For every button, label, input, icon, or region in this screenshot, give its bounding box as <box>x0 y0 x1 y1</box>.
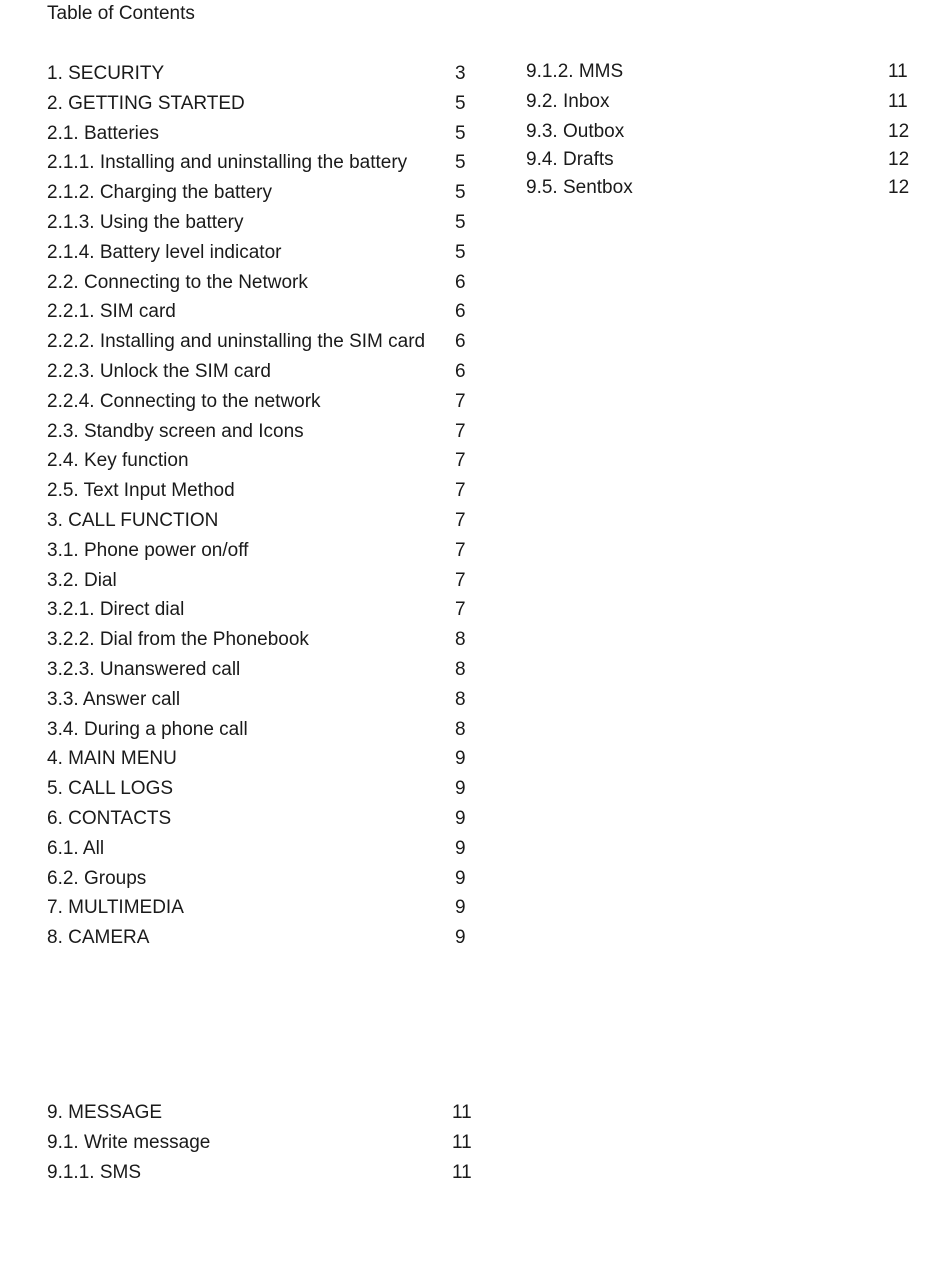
toc-entry-page: 7 <box>455 569 466 591</box>
toc-entry[interactable] <box>47 480 477 510</box>
toc-entry-page: 9 <box>455 748 466 770</box>
toc-entry[interactable] <box>47 599 477 629</box>
toc-entry-label: 2.2.2. Installing and uninstalling the SIM card <box>47 331 426 353</box>
toc-entry-label: 2.1.1. Installing and uninstalling the battery <box>47 152 408 174</box>
toc-entry-page: 11 <box>452 1131 472 1153</box>
toc-entry-label: 6.1. All <box>47 837 105 859</box>
toc-entry[interactable] <box>47 868 477 898</box>
toc-entry-label: 2.4. Key function <box>47 450 189 472</box>
toc-entry[interactable] <box>47 897 477 927</box>
toc-entry-page: 9 <box>455 837 466 859</box>
toc-entry-label: 2.1.4. Battery level indicator <box>47 241 282 263</box>
toc-column-left-bottom <box>47 1102 477 1191</box>
toc-entry-page: 8 <box>455 718 466 740</box>
toc-entry-page: 8 <box>455 629 466 651</box>
toc-entry-page: 12 <box>888 176 910 198</box>
toc-entry-label: 9. MESSAGE <box>47 1102 163 1123</box>
toc-entry[interactable] <box>526 121 916 150</box>
toc-entry-page: 12 <box>888 149 910 171</box>
toc-entry-page: 6 <box>455 331 466 353</box>
toc-entry-label: 3.2.1. Direct dial <box>47 599 185 621</box>
toc-entry-label: 3.4. During a phone call <box>47 718 248 740</box>
toc-entry-label: 2.2. Connecting to the Network <box>47 271 308 293</box>
toc-entry[interactable] <box>47 570 477 600</box>
toc-entry[interactable] <box>47 1132 477 1162</box>
toc-entry[interactable] <box>47 272 477 302</box>
toc-entry-page: 6 <box>455 271 466 293</box>
toc-entry-label: 9.3. Outbox <box>526 120 625 142</box>
toc-entry[interactable] <box>47 450 477 480</box>
toc-entry-page: 7 <box>455 420 466 442</box>
toc-entry-label: 3.1. Phone power on/off <box>47 539 249 561</box>
toc-entry-page: 9 <box>455 897 466 919</box>
toc-entry-label: 9.1.1. SMS <box>47 1161 141 1183</box>
toc-entry-label: 3.2.3. Unanswered call <box>47 658 241 680</box>
toc-entry-page: 7 <box>455 390 466 412</box>
toc-entry-page: 9 <box>455 867 466 889</box>
toc-entry-label: 9.1.2. MMS <box>526 61 624 82</box>
toc-entry[interactable] <box>47 748 477 778</box>
toc-entry[interactable] <box>47 361 477 391</box>
toc-entry[interactable] <box>47 838 477 868</box>
toc-entry-label: 5. CALL LOGS <box>47 778 174 800</box>
toc-entry[interactable] <box>47 421 477 451</box>
toc-entry-page: 5 <box>455 241 466 263</box>
toc-entry-label: 2.2.3. Unlock the SIM card <box>47 360 271 382</box>
toc-entry[interactable] <box>47 689 477 719</box>
toc-entry-page: 6 <box>455 301 466 323</box>
toc-entry-page: 5 <box>455 122 466 144</box>
toc-column-right <box>526 61 916 206</box>
toc-entry[interactable] <box>47 123 477 153</box>
toc-entry[interactable] <box>47 242 477 272</box>
toc-entry-page: 3 <box>455 63 466 84</box>
toc-entry-page: 9 <box>455 807 466 829</box>
toc-entry[interactable] <box>47 331 477 361</box>
toc-column-left-top <box>47 63 477 957</box>
toc-entry[interactable] <box>47 212 477 242</box>
toc-entry[interactable] <box>526 177 916 207</box>
toc-entry[interactable] <box>526 149 916 177</box>
toc-entry-page: 5 <box>455 152 466 174</box>
toc-entry[interactable] <box>47 510 477 540</box>
toc-entry-label: 1. SECURITY <box>47 63 165 84</box>
toc-entry-label: 9.5. Sentbox <box>526 176 633 198</box>
toc-entry[interactable] <box>526 91 916 121</box>
toc-entry-label: 3.2.2. Dial from the Phonebook <box>47 629 309 651</box>
toc-entry-label: 3. CALL FUNCTION <box>47 509 219 531</box>
toc-entry[interactable] <box>47 927 477 957</box>
toc-entry-label: 2.2.4. Connecting to the network <box>47 390 321 412</box>
toc-entry-label: 6. CONTACTS <box>47 807 172 829</box>
toc-entry-label: 2.1.2. Charging the battery <box>47 182 272 204</box>
toc-entry[interactable] <box>47 63 477 93</box>
toc-entry-page: 8 <box>455 658 466 680</box>
toc-entry-label: 9.2. Inbox <box>526 90 610 112</box>
toc-entry-page: 7 <box>455 480 466 502</box>
toc-entry-page: 5 <box>455 211 466 233</box>
toc-entry[interactable] <box>47 659 477 689</box>
toc-entry-label: 2.1.3. Using the battery <box>47 211 244 233</box>
toc-entry-label: 3.3. Answer call <box>47 688 181 710</box>
toc-entry-label: 2.5. Text Input Method <box>47 480 235 502</box>
toc-entry[interactable] <box>47 152 477 182</box>
toc-entry-page: 7 <box>455 539 466 561</box>
toc-entry-page: 7 <box>455 509 466 531</box>
toc-entry-label: 6.2. Groups <box>47 867 147 889</box>
toc-entry-label: 4. MAIN MENU <box>47 748 177 770</box>
toc-entry-label: 9.4. Drafts <box>526 149 614 171</box>
toc-entry-label: 8. CAMERA <box>47 927 150 949</box>
toc-entry-page: 11 <box>452 1161 472 1183</box>
toc-entry-page: 7 <box>455 450 466 472</box>
toc-entry-label: 3.2. Dial <box>47 569 117 591</box>
toc-entry[interactable] <box>47 808 477 838</box>
toc-entry-page: 11 <box>452 1102 472 1123</box>
toc-entry-page: 11 <box>888 61 908 82</box>
toc-entry[interactable] <box>47 182 477 212</box>
toc-entry-page: 9 <box>455 927 466 949</box>
toc-entry[interactable] <box>47 778 477 808</box>
toc-entry-label: 2.3. Standby screen and Icons <box>47 420 304 442</box>
toc-entry-page: 8 <box>455 688 466 710</box>
page-title: Table of Contents <box>47 3 195 24</box>
toc-entry-label: 2.1. Batteries <box>47 122 159 144</box>
toc-entry[interactable] <box>47 629 477 659</box>
toc-entry-label: 2.2.1. SIM card <box>47 301 176 323</box>
toc-entry-page: 5 <box>455 182 466 204</box>
toc-entry-page: 12 <box>888 120 910 142</box>
toc-entry-page: 6 <box>455 360 466 382</box>
toc-entry[interactable] <box>47 719 477 749</box>
toc-entry-page: 9 <box>455 778 466 800</box>
toc-entry-label: 9.1. Write message <box>47 1131 211 1153</box>
toc-entry-label: 7. MULTIMEDIA <box>47 897 184 919</box>
toc-entry-page: 5 <box>455 92 466 114</box>
toc-entry[interactable] <box>47 93 477 123</box>
toc-entry[interactable] <box>47 1102 477 1132</box>
toc-entry[interactable] <box>47 540 477 570</box>
toc-entry[interactable] <box>47 1162 477 1192</box>
toc-entry-label: 2. GETTING STARTED <box>47 92 245 114</box>
toc-entry[interactable] <box>47 391 477 421</box>
toc-entry-page: 7 <box>455 599 466 621</box>
toc-entry-page: 11 <box>888 90 908 112</box>
toc-entry[interactable] <box>526 61 916 91</box>
toc-entry[interactable] <box>47 301 477 331</box>
